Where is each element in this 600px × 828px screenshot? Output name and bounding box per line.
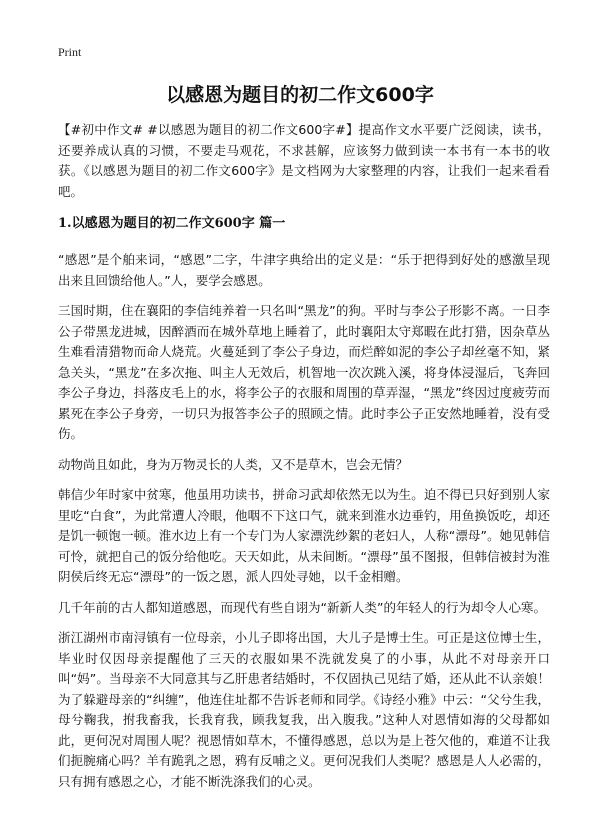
body-paragraph: 动物尚且如此，身为万物灵长的人类，又不是草木，岂会无情？ bbox=[58, 456, 409, 472]
page-title: 以感恩为题目的初二作文600字 bbox=[166, 84, 434, 106]
body-paragraph: 浙江湖州市南浔镇有一位母亲，小儿子即将出国，大儿子是博士生。可正是这位博士生，毕业时仅因母亲提醒他了三天的衣服如果不洗就发臭了的小事，从此不对母亲开口叫“妈”。当母亲不大同意其与乙肝患者结婚时，不仅固执己见结了婚，还从此不认亲娘！为了躲避母亲的“纠缠”，他连住址都不告诉老师和同学。《诗经小雅》中云：“父兮生我，母兮鞠我，拊我畜我，长我育我，顾我复我，出入腹我。”这种人对恩情如海的父母都如此，更何况对周围人呢？视恩情如草木，不懂得感恩，总以为是上苍欠他的，难道不让我们扼腕痛心吗？羊有跪乳之恩，鸦有反哺之义。更何况我们人类呢？感恩是人人必需的，只有拥有感恩之心，才能不断洗涤我们的心灵。 bbox=[58, 630, 550, 789]
body-paragraph: “感恩”是个舶来词，“感恩”二字，牛津字典给出的定义是：“乐于把得到好处的感激呈现出来且回馈给他人。”人，要学会感恩。 bbox=[58, 252, 550, 288]
body-paragraph: 韩信少年时家中贫寒，他虽用功读书，拼命习武却依然无以为生。迫不得已只好到别人家里吃“白食”，为此常遭人冷眼，他咽不下这口气，就来到淮水边垂钓，用鱼换饭吃，却还是饥一顿饱一顿。淮水边上有一个专门为人家漂洗纱絮的老妇人，人称“漂母”。她见韩信可怜，就把自己的饭分给他吃。天天如此，从未间断。“漂母”虽不图报，但韩信被封为淮阴侯后终无忘“漂母”的一饭之恩，派人四处寻她，以千金相赠。 bbox=[58, 487, 550, 584]
article-body bbox=[58, 120, 550, 802]
body-paragraph: 几千年前的古人都知道感恩，而现代有些自诩为“新新人类”的年轻人的行为却令人心寒。 bbox=[58, 599, 546, 615]
intro-paragraph: 【#初中作文# #以感恩为题目的初二作文600字#】提高作文水平要广泛阅读，读书，还要养成认真的习惯，不要走马观花，不求甚解，应该努力做到读一本书有一本书的收获。《以感恩为题目的初二作文600字》是文档网为大家整理的内容，让我们一起来看看吧。 bbox=[58, 122, 550, 199]
print-link[interactable]: Print bbox=[58, 45, 82, 59]
body-paragraph: 三国时期，住在襄阳的李信纯养着一只名叫“黑龙”的狗。平时与李公子形影不离。一日李公子带黑龙进城，因醉酒而在城外草地上睡着了，此时襄阳太守郑暇在此打猎，因杂草丛生难看清猎物而命人烧荒。火蔓延到了李公子身边，而烂醉如泥的李公子却丝毫不知，紧急关头，“黑龙”在多次拖、叫主人无效后，机智地一次次跳入溪，将身体浸湿后，飞奔回李公子身边，抖落皮毛上的水，将李公子的衣服和周围的草弄湿，“黑龙”终因过度疲劳而累死在李公子身旁，一切只为报答李公子的照顾之情。此时李公子正安然地睡着，没有受伤。 bbox=[58, 303, 550, 441]
section-heading: 1.以感恩为题目的初二作文600字 篇一 bbox=[58, 216, 286, 231]
